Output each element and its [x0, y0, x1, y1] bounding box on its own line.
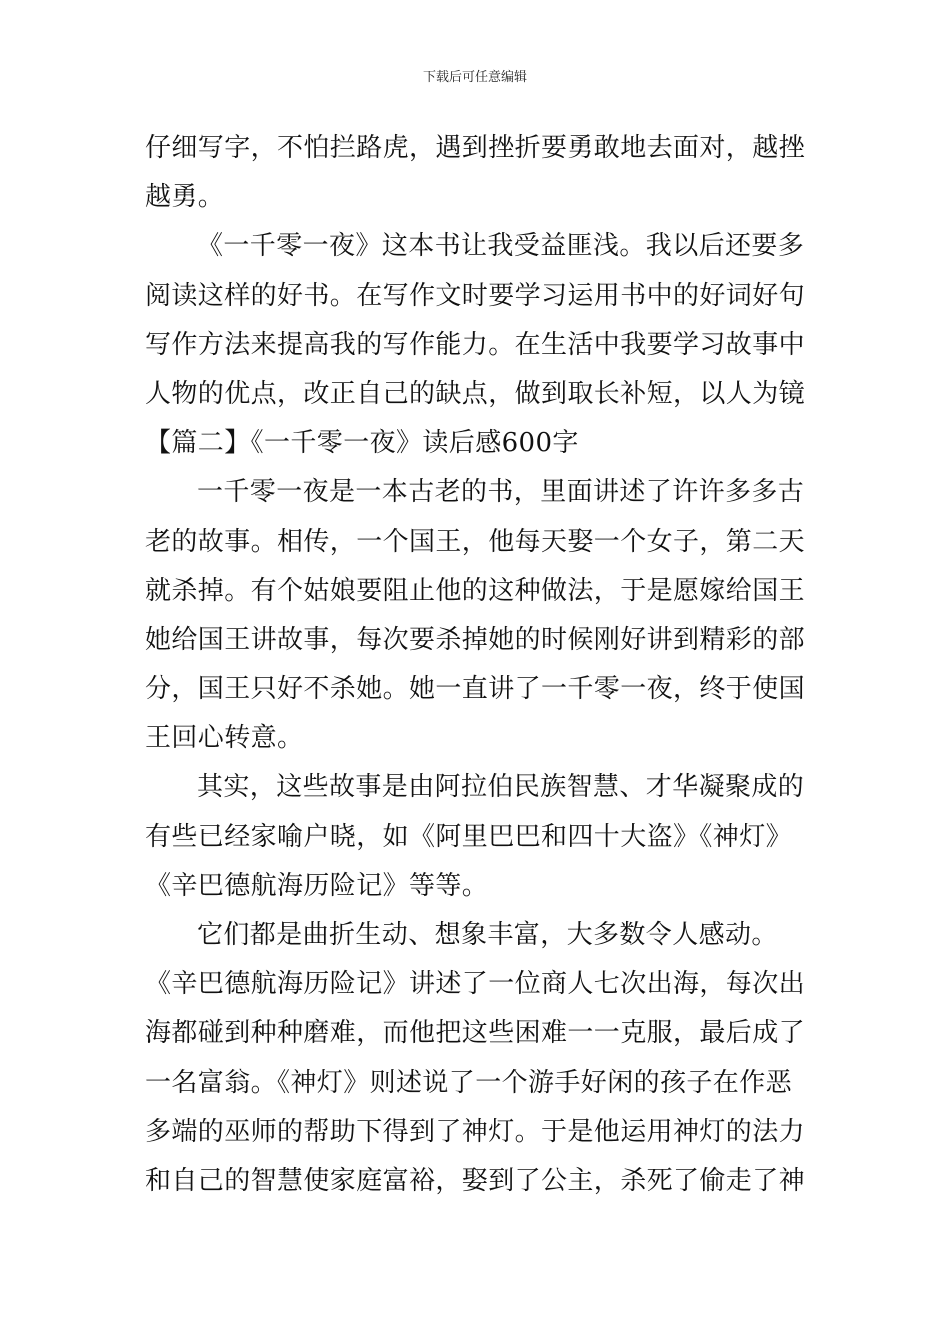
page-header: 下载后可任意编辑 [422, 70, 527, 85]
paragraph-start-line: 它们都是曲折生动、想象丰富，大多数令人感动。 [197, 920, 778, 950]
text-line: 写作方法来提高我的写作能力。在生活中我要学习故事中 [145, 329, 806, 360]
text-line: 有些已经家喻户晓，如《阿里巴巴和四十大盗》《神灯》 [145, 821, 793, 852]
text-line: 和自己的智慧使家庭富裕，娶到了公主，杀死了偷走了神 [145, 1165, 806, 1196]
text-line: 《辛巴德航海历险记》讲述了一位商人七次出海，每次出 [145, 969, 806, 1000]
text-line: 分，国王只好不杀她。她一直讲了一千零一夜，终于使国 [145, 674, 806, 705]
text-line: 仔细写字，不怕拦路虎，遇到挫折要勇敢地去面对，越挫 [145, 133, 806, 163]
section-heading: 【篇二】《一千零一夜》读后感600字 [145, 428, 579, 459]
text-line: 《辛巴德航海历险记》等等。 [145, 870, 489, 901]
paragraph-start-line: 《一千零一夜》这本书让我受益匪浅。我以后还要多 [197, 231, 805, 262]
paragraph-start-line: 一千零一夜是一本古老的书，里面讲述了许许多多古 [197, 477, 805, 508]
text-line: 多端的巫师的帮助下得到了神灯。于是他运用神灯的法力 [145, 1116, 806, 1147]
text-line: 越勇。 [145, 182, 225, 213]
text-line: 人物的优点，改正自己的缺点，做到取长补短，以人为镜 [145, 378, 806, 409]
text-line: 一名富翁。《神灯》则述说了一个游手好闲的孩子在作恶 [145, 1067, 793, 1098]
text-line: 海都碰到种种磨难，而他把这些困难一一克服，最后成了 [145, 1018, 806, 1049]
text-line: 老的故事。相传，一个国王，他每天娶一个女子，第二天 [145, 526, 806, 557]
text-line: 王回心转意。 [145, 723, 304, 754]
paragraph-start-line: 其实，这些故事是由阿拉伯民族智慧、才华凝聚成的 [197, 772, 805, 803]
text-line: 她给国王讲故事，每次要杀掉她的时候刚好讲到精彩的部 [145, 624, 806, 655]
text-line: 就杀掉。有个姑娘要阻止他的这种做法，于是愿嫁给国王 [145, 575, 806, 606]
document-body [145, 124, 809, 1206]
text-line: 阅读这样的好书。在写作文时要学习运用书中的好词好句 [145, 280, 806, 311]
